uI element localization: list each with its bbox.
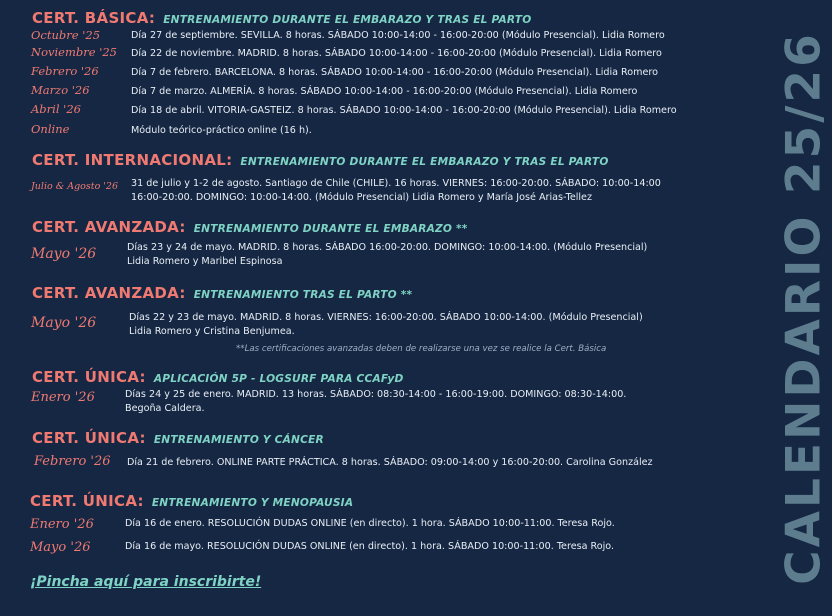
date-label: Febrero '26 — [31, 64, 99, 78]
date-label: Enero '26 — [30, 517, 94, 532]
cert-topic: ENTRENAMIENTO DURANTE EL EMBARAZO Y TRAS EL PARTO — [163, 14, 532, 26]
date-label: Mayo '26 — [31, 246, 97, 262]
event-description: 16:00-20:00. DOMINGO: 10:00-14:00. (Módulo Presencial) Lidia Romero y María José Arias-Tellez — [131, 192, 592, 203]
date-label: Octubre '25 — [31, 28, 101, 42]
cert-topic: APLICACIÓN 5P - LOGSURF PARA CCAFyD — [153, 373, 404, 385]
event-description: Día 21 de febrero. ONLINE PARTE PRÁCTICA. 8 horas. SÁBADO: 09:00-14:00 y 16:00-20:00. Carolina González — [127, 457, 653, 468]
event-description: Días 24 y 25 de enero. MADRID. 13 horas. SÁBADO: 08:30-14:00 - 16:00-19:00. DOMINGO: 08:30-14:00. — [125, 389, 627, 400]
event-description: Días 23 y 24 de mayo. MADRID. 8 horas. SÁBADO 16:00-20:00. DOMINGO: 10:00-14:00. (Módulo Presencial) — [127, 242, 648, 253]
cert-title: CERT. BÁSICA: — [32, 9, 156, 27]
advanced-cert-note: **Las certificaciones avanzadas deben de realizarse una vez se realice la Cert. Básica — [236, 344, 607, 354]
event-description: Begoña Caldera. — [125, 403, 205, 414]
event-description: Día 7 de marzo. ALMERÍA. 8 horas. SÁBADO 10:00-14:00 - 16:00-20:00 (Módulo Presencial). Lidia Romero — [131, 86, 638, 97]
date-label: Online — [31, 122, 70, 136]
date-label: Noviembre '25 — [31, 45, 117, 59]
cert-topic: ENTRENAMIENTO TRAS EL PARTO ** — [193, 289, 413, 301]
event-description: Día 27 de septiembre. SEVILLA. 8 horas. SÁBADO 10:00-14:00 - 16:00-20:00 (Módulo Presencial). Lidia Romero — [131, 30, 665, 41]
cert-title: CERT. ÚNICA: — [32, 368, 146, 386]
event-description: Días 22 y 23 de mayo. MADRID. 8 horas. VIERNES: 16:00-20:00. SÁBADO 10:00-14:00. (Módulo Presencial) — [129, 312, 643, 323]
section-header-unica-cancer — [32, 428, 324, 447]
section-header-internacional — [32, 150, 609, 169]
cert-topic: ENTRENAMIENTO DURANTE EL EMBARAZO ** — [193, 223, 468, 235]
event-description: Lidia Romero y Cristina Benjumea. — [129, 326, 295, 337]
event-description: Día 16 de enero. RESOLUCIÓN DUDAS ONLINE (en directo). 1 hora. SÁBADO 10:00-11:00. Teresa Rojo. — [125, 518, 615, 529]
cert-title: CERT. INTERNACIONAL: — [32, 151, 233, 169]
date-label: Marzo '26 — [31, 83, 90, 97]
section-header-avanzada-parto — [32, 283, 412, 302]
signup-link[interactable]: ¡Pincha aquí para inscribirte! — [30, 574, 262, 590]
event-description: Día 16 de mayo. RESOLUCIÓN DUDAS ONLINE (en directo). 1 hora. SÁBADO 10:00-11:00. Teresa Rojo. — [125, 541, 615, 552]
date-label: Abril '26 — [31, 102, 81, 116]
section-header-avanzada-embarazo — [32, 217, 468, 236]
date-label: Julio & Agosto '26 — [31, 181, 119, 192]
cert-title: CERT. ÚNICA: — [32, 429, 146, 447]
cert-topic: ENTRENAMIENTO Y MENOPAUSIA — [151, 497, 354, 509]
calendar-side-title: CALENDARIO 25/26 — [776, 31, 832, 585]
event-description: Lidia Romero y Maribel Espinosa — [127, 256, 283, 267]
section-header-unica-menopausia — [30, 491, 353, 510]
event-description: 31 de julio y 1-2 de agosto. Santiago de Chile (CHILE). 16 horas. VIERNES: 16:00-20:00. SÁBADO: 10:00-14:00 — [131, 178, 661, 189]
section-header-basica — [32, 8, 531, 27]
cert-title: CERT. AVANZADA: — [32, 218, 186, 236]
cert-topic: ENTRENAMIENTO Y CÁNCER — [153, 434, 324, 446]
event-description: Módulo teórico-práctico online (16 h). — [131, 125, 312, 136]
event-description: Día 22 de noviembre. MADRID. 8 horas. SÁBADO 10:00-14:00 - 16:00-20:00 (Módulo Presencial). Lidia Romero — [131, 48, 662, 59]
date-label: Mayo '26 — [31, 315, 97, 331]
event-description: Día 7 de febrero. BARCELONA. 8 horas. SÁBADO 10:00-14:00 - 16:00-20:00 (Módulo Presencial). Lidia Romero — [131, 67, 658, 78]
cert-title: CERT. AVANZADA: — [32, 284, 186, 302]
section-header-unica-5p — [32, 367, 403, 386]
date-label: Mayo '26 — [30, 540, 91, 555]
cert-title: CERT. ÚNICA: — [30, 492, 144, 510]
event-description: Día 18 de abril. VITORIA-GASTEIZ. 8 horas. SÁBADO 10:00-14:00 - 16:00-20:00 (Módulo Presencial). Lidia Romero — [131, 105, 677, 116]
date-label: Febrero '26 — [34, 454, 111, 469]
cert-topic: ENTRENAMIENTO DURANTE EL EMBARAZO Y TRAS EL PARTO — [240, 156, 609, 168]
date-label: Enero '26 — [31, 390, 95, 405]
